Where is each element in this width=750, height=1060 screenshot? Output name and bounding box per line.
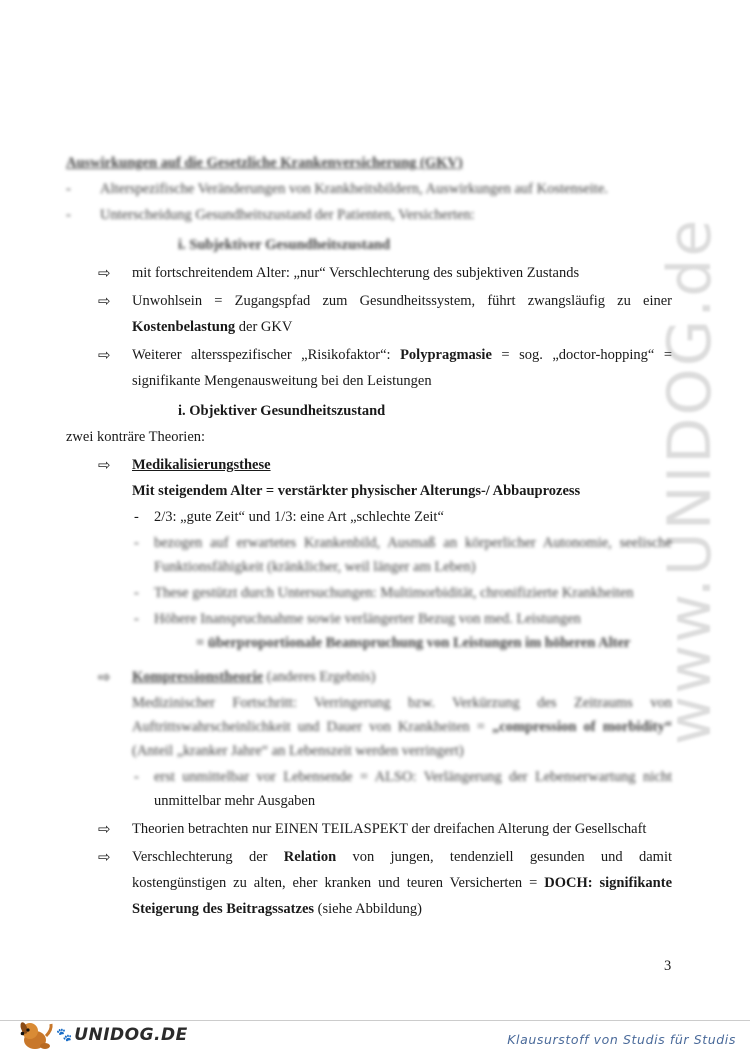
dash-text: bezogen auf erwartetes Krankenbild, Ausmaß an körperlicher Autonomie, seelische [154, 535, 672, 551]
dash-text: Unterscheidung Gesundheitszustand der Patienten, Versicherten: [100, 207, 475, 223]
arrow-icon: ⇨ [98, 292, 111, 310]
result-line: = überproportionale Beanspruchung von Leistungen im höheren Alter [196, 635, 631, 651]
arrow-icon: ⇨ [98, 668, 111, 686]
subheading-objective: i. Objektiver Gesundheitszustand [178, 403, 386, 419]
watermark: www.UNIDOG.de [655, 217, 725, 745]
arrow-icon: ⇨ [98, 820, 111, 838]
section-heading: Auswirkungen auf die Gesetzliche Krankenversicherung (GKV) [66, 155, 463, 171]
paragraph: Kostenbelastung der GKV [132, 319, 293, 335]
arrow-icon: ⇨ [98, 264, 111, 282]
dash-text: erst unmittelbar vor Lebensende = ALSO: Verlängerung der Lebenserwartung nicht [154, 769, 672, 785]
logo-text: UNIDOG.DE [74, 1025, 188, 1045]
dog-icon [18, 1018, 54, 1052]
arrow-icon: ⇨ [98, 346, 111, 364]
footer-slogan: Klausurstoff von Studis für Studis [507, 1032, 736, 1047]
dash-bullet: - [134, 535, 139, 551]
theory-title-kompression: Kompressionstheorie (anderes Ergebnis) [132, 669, 376, 685]
arrow-icon: ⇨ [98, 848, 111, 866]
paragraph: Unwohlsein = Zugangspfad zum Gesundheitssystem, führt zwangsläufig zu einer [132, 293, 672, 309]
dash-bullet: - [66, 207, 71, 223]
dash-text: 2/3: „gute Zeit“ und 1/3: eine Art „schlechte Zeit“ [154, 509, 444, 525]
theory-title-medikalisierung: Medikalisierungsthese [132, 457, 271, 473]
paragraph: signifikante Mengenausweitung bei den Leistungen [132, 373, 432, 389]
dash-bullet: - [134, 509, 139, 525]
paragraph: Theorien betrachten nur EINEN TEILASPEKT der dreifachen Alterung der Gesellschaft [132, 821, 647, 837]
subheading-subjective: i. Subjektiver Gesundheitszustand [178, 237, 391, 253]
arrow-icon: ⇨ [98, 456, 111, 474]
dash-text: unmittelbar mehr Ausgaben [154, 793, 316, 809]
paragraph: Steigerung des Beitragssatzes (siehe Abbildung) [132, 901, 422, 917]
dash-bullet: - [134, 769, 139, 785]
dash-text: These gestützt durch Untersuchungen: Multimorbidität, chronifizierte Krankheiten [154, 585, 634, 601]
intro-text: zwei konträre Theorien: [66, 429, 206, 445]
paw-icon: 🐾 [56, 1027, 73, 1042]
dash-text: Höhere Inanspruchnahme sowie verlängerter Bezug von med. Leistungen [154, 611, 581, 627]
paragraph: Medizinischer Fortschritt: Verringerung bzw. Verkürzung des Zeitraums von [132, 695, 672, 711]
theory-subtitle: Mit steigendem Alter = verstärkter physischer Alterungs-/ Abbauprozess [132, 483, 581, 499]
dash-text: Funktionsfähigkeit (kränklicher, weil länger am Leben) [154, 559, 476, 575]
dash-bullet: - [66, 181, 71, 197]
paragraph: Auftrittswahrscheinlichkeit und Dauer von Krankheiten = „compression of morbidity“ [132, 719, 672, 735]
paragraph: Weiterer altersspezifischer „Risikofaktor“: Polypragmasie = sog. „doctor-hopping“ = [132, 347, 672, 363]
paragraph: (Anteil „kranker Jahre“ an Lebenszeit werden verringert) [132, 743, 464, 759]
unidog-logo[interactable] [18, 1018, 188, 1052]
paragraph: mit fortschreitendem Alter: „nur“ Verschlechterung des subjektiven Zustands [132, 265, 580, 281]
paragraph: kostengünstigen zu alten, eher kranken und teuren Versicherten = DOCH: signifikante [132, 875, 673, 891]
dash-bullet: - [134, 611, 139, 627]
paragraph: Verschlechterung der Relation von jungen, tendenziell gesunden und damit [132, 849, 673, 865]
page-number: 3 [664, 958, 672, 974]
dash-text: Alterspezifische Veränderungen von Krankheitsbildern, Auswirkungen auf Kostenseite. [100, 181, 608, 197]
dash-bullet: - [134, 585, 139, 601]
